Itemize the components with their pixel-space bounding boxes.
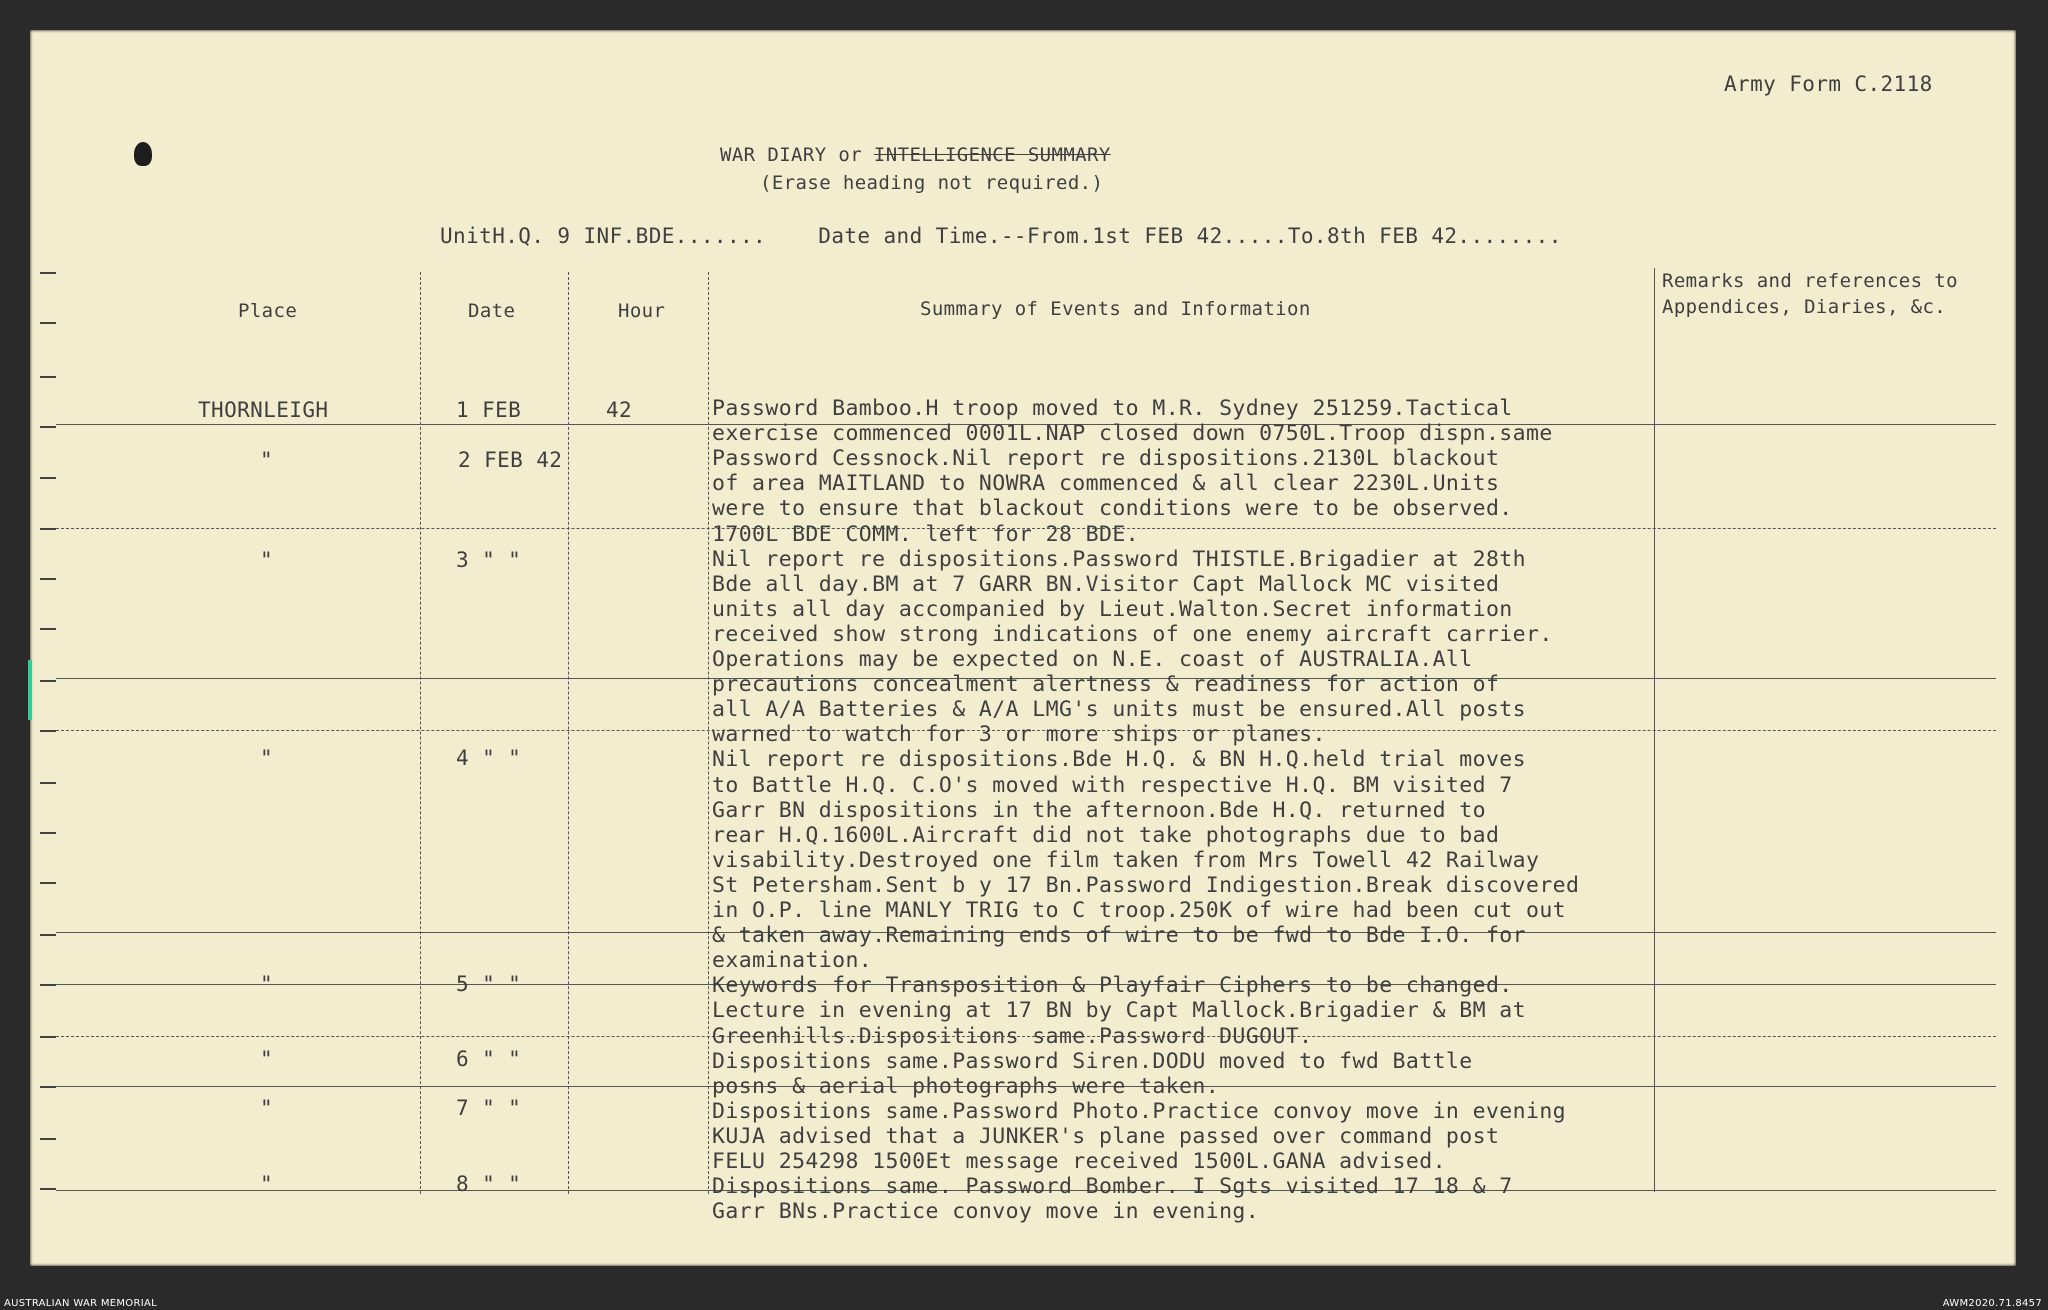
entry-date: 1 FEB — [456, 398, 522, 422]
unit-value: H.Q. 9 INF.BDE....... — [492, 224, 767, 248]
summary-line: Nil report re dispositions.Password THISTLE.Brigadier at 28th — [712, 546, 1526, 572]
summary-line: KUJA advised that a JUNKER's plane passed over command post — [712, 1123, 1500, 1149]
unit-label: Unit — [440, 224, 493, 248]
summary-line: St Petersham.Sent b y 17 Bn.Password Indigestion.Break discovered — [712, 872, 1580, 898]
col-header-place: Place — [238, 300, 298, 322]
margin-tick — [40, 1036, 56, 1038]
entry-place: THORNLEIGH — [198, 398, 329, 422]
punch-hole — [134, 142, 152, 166]
summary-line: Keywords for Transposition & Playfair Ciphers to be changed. — [712, 973, 1513, 999]
summary-line: FELU 254298 1500Et message received 1500L.GANA advised. — [712, 1149, 1446, 1174]
margin-tick — [40, 1188, 56, 1190]
margin-tick — [40, 680, 56, 682]
entry-place: " — [260, 548, 274, 572]
summary-line: Dispositions same.Password Photo.Practice convoy move in evening — [712, 1098, 1567, 1124]
green-edge-mark — [28, 660, 32, 720]
summary-line: rear H.Q.1600L.Aircraft did not take photographs due to bad — [712, 822, 1500, 848]
margin-tick — [40, 730, 56, 732]
summary-line: Operations may be expected on N.E. coast of AUSTRALIA.All — [712, 647, 1473, 672]
entry-date: 8 " " — [456, 1172, 522, 1196]
entry-date: 2 FEB 42 — [458, 448, 563, 472]
margin-tick — [40, 272, 56, 274]
summary-line: precautions concealment alertness & readiness for action of — [712, 672, 1500, 698]
summary-line: Password Cessnock.Nil report re dispositions.2130L blackout — [712, 446, 1500, 472]
col-header-remarks-1: Remarks and references to — [1662, 270, 1958, 292]
footer-left: AUSTRALIAN WAR MEMORIAL — [4, 1298, 157, 1309]
summary-line: Dispositions same.Password Siren.DODU moved to fwd Battle — [712, 1048, 1473, 1074]
entry-place: " — [260, 746, 274, 770]
heading-note: (Erase heading not required.) — [760, 172, 1104, 194]
summary-line: Garr BNs.Practice convoy move in evening. — [712, 1199, 1260, 1225]
summary-line: in O.P. line MANLY TRIG to C troop.250K of wire had been cut out — [712, 898, 1567, 923]
margin-tick — [40, 1086, 56, 1088]
margin-tick — [40, 628, 56, 630]
summary-line: warned to watch for 3 or more ships or planes. — [712, 722, 1326, 748]
margin-tick — [40, 477, 56, 479]
summary-line: to Battle H.Q. C.O's moved with respective H.Q. BM visited 7 — [712, 772, 1513, 798]
rule-date-hour — [568, 272, 569, 1194]
entry-date: 6 " " — [456, 1047, 522, 1071]
summary-line: Dispositions same. Password Bomber. I Sgts visited 17 18 & 7 — [712, 1174, 1513, 1200]
summary-line: of area MAITLAND to NOWRA commenced & all clear 2230L.Units — [712, 471, 1500, 497]
to-value: 8th FEB 42........ — [1326, 224, 1562, 248]
unit-line — [440, 224, 1562, 248]
entry-hour: 42 — [606, 398, 633, 422]
summary-line: & taken away.Remaining ends of wire to be fwd to Bde I.O. for — [712, 923, 1526, 949]
entry-place: " — [260, 972, 274, 996]
summary-line: 1700L BDE COMM. left for 28 BDE. — [712, 521, 1140, 547]
summary-line: Nil report re dispositions.Bde H.Q. & BN H.Q.held trial moves — [712, 747, 1526, 773]
heading-struck: INTELLIGENCE SUMMARY — [873, 144, 1111, 166]
summary-line: Greenhills.Dispositions same.Password DUGOUT. — [712, 1023, 1313, 1049]
summary-line: examination. — [712, 948, 873, 974]
summary-line: visability.Destroyed one film taken from Mrs Towell 42 Railway — [712, 847, 1540, 873]
margin-tick — [40, 322, 56, 324]
col-header-remarks-2: Appendices, Diaries, &c. — [1662, 296, 1947, 318]
margin-tick — [40, 376, 56, 378]
margin-tick — [40, 426, 56, 428]
margin-tick — [40, 832, 56, 834]
from-value: 1st FEB 42..... — [1092, 224, 1288, 248]
margin-tick — [40, 934, 56, 936]
summary-line: received show strong indications of one enemy aircraft carrier. — [712, 621, 1553, 647]
summary-line: posns & aerial photographs were taken. — [712, 1073, 1220, 1099]
entry-place: " — [260, 1172, 274, 1196]
entry-place: " — [260, 448, 274, 472]
summary-line: all A/A Batteries & A/A LMG's units must be ensured.All posts — [712, 697, 1526, 723]
summary-line: Lecture in evening at 17 BN by Capt Mallock.Brigadier & BM at — [712, 998, 1526, 1024]
summary-line: units all day accompanied by Lieut.Walton.Secret information — [712, 596, 1513, 622]
margin-tick — [40, 1138, 56, 1140]
margin-tick — [40, 528, 56, 530]
entry-date: 7 " " — [456, 1096, 522, 1120]
rule-hour-summary — [708, 272, 709, 1194]
form-id: Army Form C.2118 — [1724, 72, 1933, 96]
to-label: To. — [1287, 224, 1327, 248]
col-header-date: Date — [468, 300, 516, 322]
entry-date: 4 " " — [456, 746, 522, 770]
margin-tick — [40, 782, 56, 784]
margin-tick — [40, 578, 56, 580]
margin-tick — [40, 882, 56, 884]
col-header-hour: Hour — [618, 300, 666, 322]
col-header-summary: Summary of Events and Information — [920, 298, 1311, 320]
diary-heading — [720, 144, 1111, 166]
summary-line: Bde all day.BM at 7 GARR BN.Visitor Capt Mallock MC visited — [712, 571, 1500, 597]
entry-place: " — [260, 1096, 274, 1120]
margin-tick — [40, 984, 56, 986]
heading-prefix: WAR DIARY or — [720, 144, 874, 166]
entry-date: 3 " " — [456, 548, 522, 572]
summary-line: exercise commenced 0001L.NAP closed down 0750L.Troop dispn.same — [712, 421, 1553, 447]
entry-date: 5 " " — [456, 972, 522, 996]
rule-place-date — [420, 272, 421, 1194]
summary-line: Garr BN dispositions in the afternoon.Bde H.Q. returned to — [712, 797, 1486, 823]
summary-line: Password Bamboo.H troop moved to M.R. Sydney 251259.Tactical — [712, 396, 1513, 421]
entry-place: " — [260, 1047, 274, 1071]
footer-right: AWM2020.71.8457 — [1942, 1298, 2042, 1309]
date-time-label: Date and Time.--From. — [818, 224, 1093, 248]
summary-line: were to ensure that blackout conditions were to be observed. — [712, 496, 1513, 522]
